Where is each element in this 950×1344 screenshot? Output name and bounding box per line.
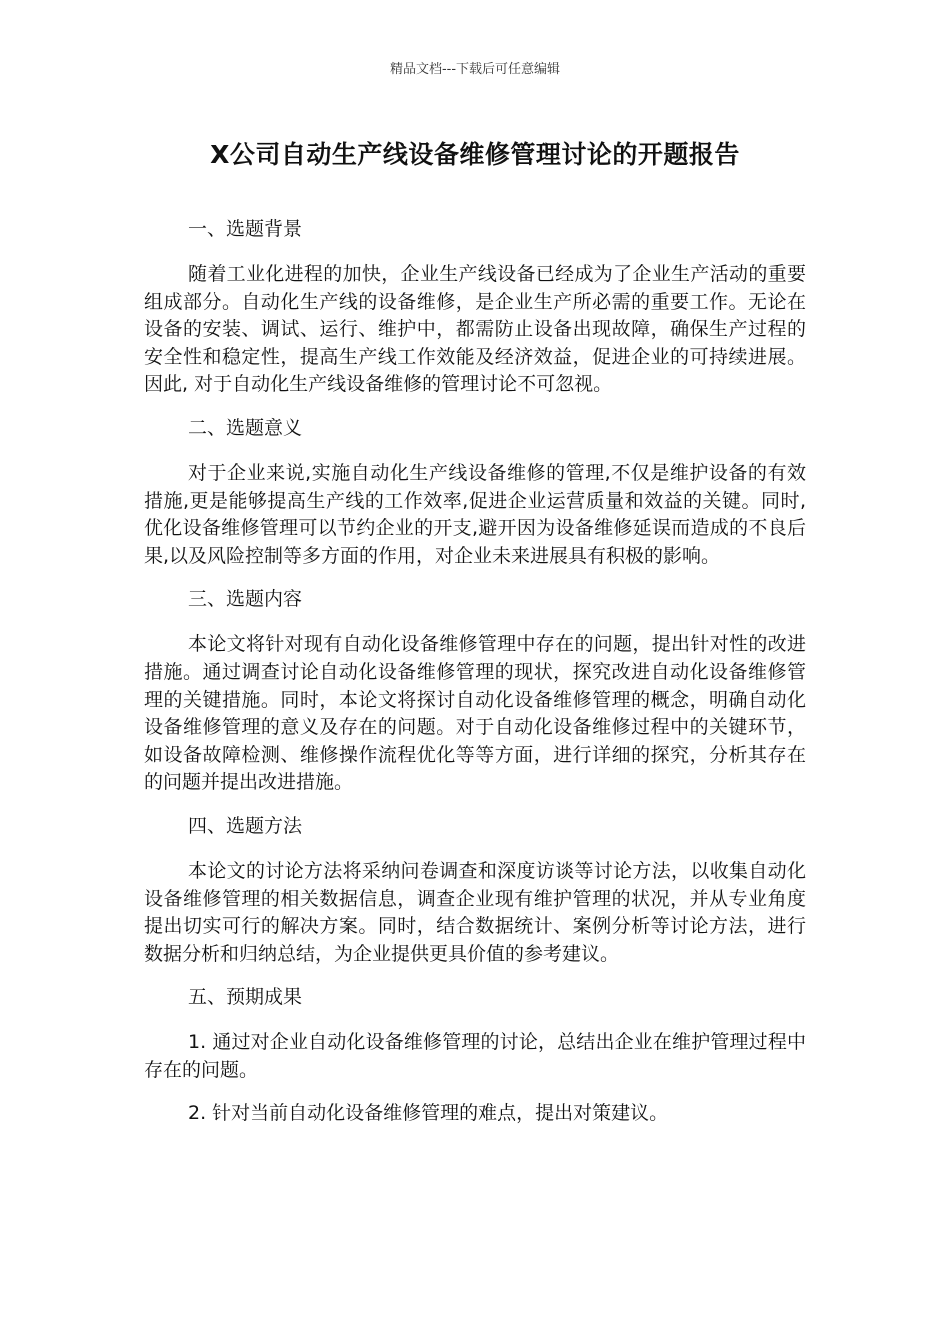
- result-item: 1. 通过对企业自动化设备维修管理的讨论，总结出企业在维护管理过程中存在的问题。: [144, 1031, 806, 1081]
- section-heading: 五、预期成果: [188, 986, 303, 1009]
- result-item: 2. 针对当前自动化设备维修管理的难点，提出对策建议。: [188, 1102, 669, 1125]
- section-heading: 二、选题意义: [188, 416, 303, 439]
- section-paragraph: 随着工业化进程的加快，企业生产线设备已经成为了企业生产活动的重要组成部分。自动化生产线的设备维修，是企业生产所必需的重要工作。无论在设备的安装、调试、运行、维护中，都需防止设备出现故障，确保生产过程的安全性和稳定性，提高生产线工作效能及经济效益，促进企业的可持续进展。因此, 对于自动化生产线设备维修的管理讨论不可忽视。: [144, 263, 806, 396]
- section-content: [144, 586, 806, 797]
- section-significance: [144, 415, 806, 570]
- section-method: [144, 813, 806, 968]
- section-expected-results: [144, 984, 806, 1128]
- section-heading: 四、选题方法: [188, 814, 303, 837]
- document-body: [144, 216, 806, 1144]
- section-heading: 三、选题内容: [188, 588, 303, 611]
- document-title: X公司自动生产线设备维修管理讨论的开题报告: [210, 140, 740, 169]
- page-header-note: 精品文档---下载后可任意编辑: [389, 62, 561, 77]
- section-heading: 一、选题背景: [188, 218, 303, 240]
- section-paragraph: 对于企业来说,实施自动化生产线设备维修的管理,不仅是维护设备的有效措施,更是能够提高生产线的工作效率,促进企业运营质量和效益的关键。同时,优化设备维修管理可以节约企业的开支,避开因为设备维修延误而造成的不良后果,以及风险控制等多方面的作用，对企业未来进展具有积极的影响。: [144, 461, 806, 567]
- section-paragraph: 本论文的讨论方法将采纳问卷调查和深度访谈等讨论方法，以收集自动化设备维修管理的相关数据信息，调查企业现有维护管理的状况，并从专业角度提出切实可行的解决方案。同时，结合数据统计、案例分析等讨论方法，进行数据分析和归纳总结，为企业提供更具价值的参考建议。: [144, 859, 806, 965]
- section-background: [144, 216, 806, 399]
- section-paragraph: 本论文将针对现有自动化设备维修管理中存在的问题，提出针对性的改进措施。通过调查讨论自动化设备维修管理的现状，探究改进自动化设备维修管理的关键措施。同时，本论文将探讨自动化设备维修管理的概念，明确自动化设备维修管理的意义及存在的问题。对于自动化设备维修过程中的关键环节，如设备故障检测、维修操作流程优化等等方面，进行详细的探究，分析其存在的问题并提出改进措施。: [144, 633, 806, 794]
